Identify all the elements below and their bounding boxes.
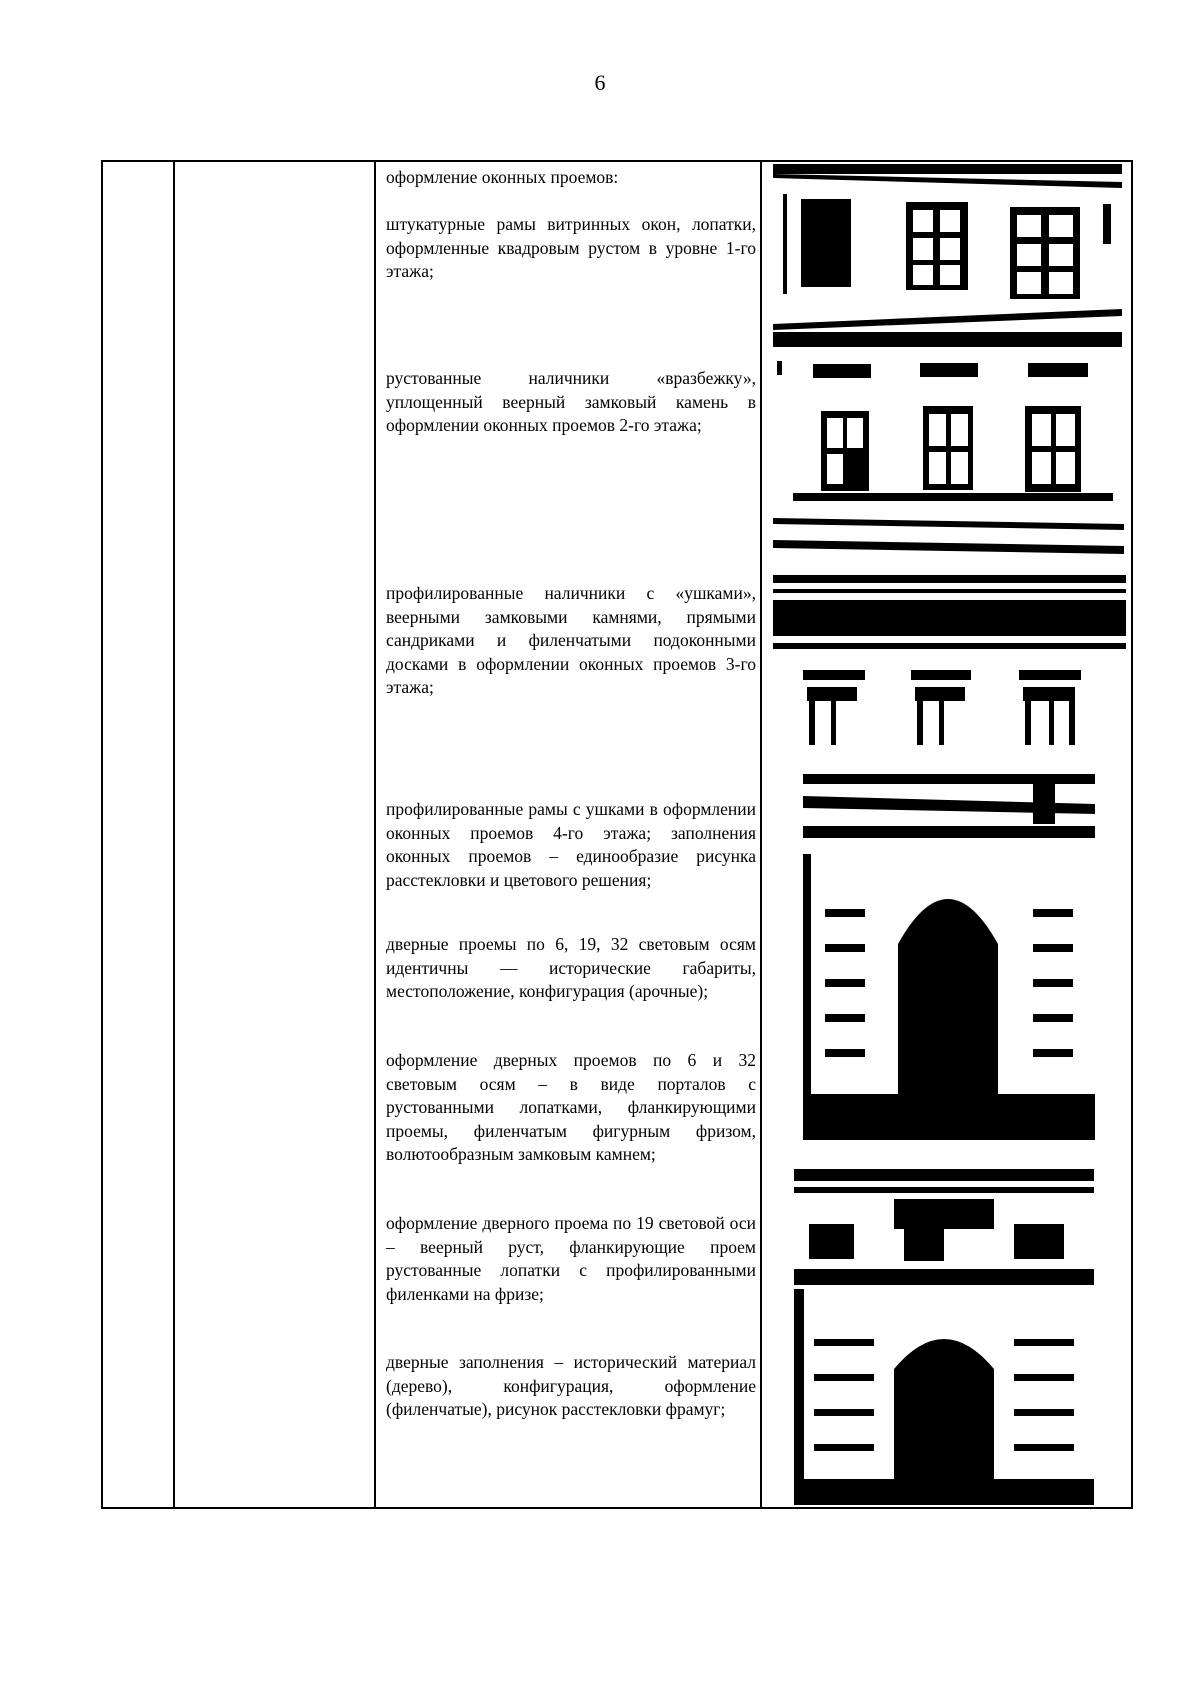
arched-door-rustication-photo <box>794 1169 1094 1505</box>
section-heading: оформление оконных проемов: <box>386 167 619 187</box>
description-paragraph: рустованные наличники «вразбежку», уплощенный веерный замковый камень в оформлении оконных проемов 2-го этажа; <box>386 368 756 436</box>
description-paragraph: дверные заполнения – исторический материал (дерево), конфигурация, оформление (филенчатые), рисунок расстекловки фрамуг; <box>386 1352 756 1420</box>
description-paragraph: дверные проемы по 6, 19, 32 световым осям идентичны — исторические габариты, местоположение, конфигурация (арочные); <box>386 934 756 1002</box>
page-number: 6 <box>594 70 606 95</box>
third-floor-windows-photo <box>773 575 1126 753</box>
description-paragraph: оформление дверного проема по 19 световой оси – веерный руст, фланкирующие проем рустованные лопатки с профилированными филенками на фризе; <box>386 1213 756 1304</box>
second-floor-windows-photo <box>773 358 1124 558</box>
description-paragraph: штукатурные рамы витринных окон, лопатки, оформленные квадровым рустом в уровне 1-го этажа; <box>386 214 756 282</box>
first-floor-windows-photo <box>773 164 1122 347</box>
column-divider <box>173 162 175 1507</box>
description-paragraph: профилированные рамы с ушками в оформлении оконных проемов 4-го этажа; заполнения оконных проемов – единообразие рисунка расстекловки и цветового решения; <box>386 799 756 890</box>
column-divider <box>760 162 762 1507</box>
description-paragraph: профилированные наличники с «ушками», веерными замковыми камнями, прямыми сандриками и филенчатыми подоконными досками в оформлении оконных проемов 3-го этажа; <box>386 583 756 698</box>
document-table <box>101 160 1133 1509</box>
column-divider <box>374 162 376 1507</box>
arched-portal-photo <box>803 774 1095 1140</box>
description-paragraph: оформление дверных проемов по 6 и 32 световым осям – в виде порталов с рустованными лопатками, фланкирующими проемы, филенчатым фигурным фризом, волютообразным замковым камнем; <box>386 1050 756 1165</box>
